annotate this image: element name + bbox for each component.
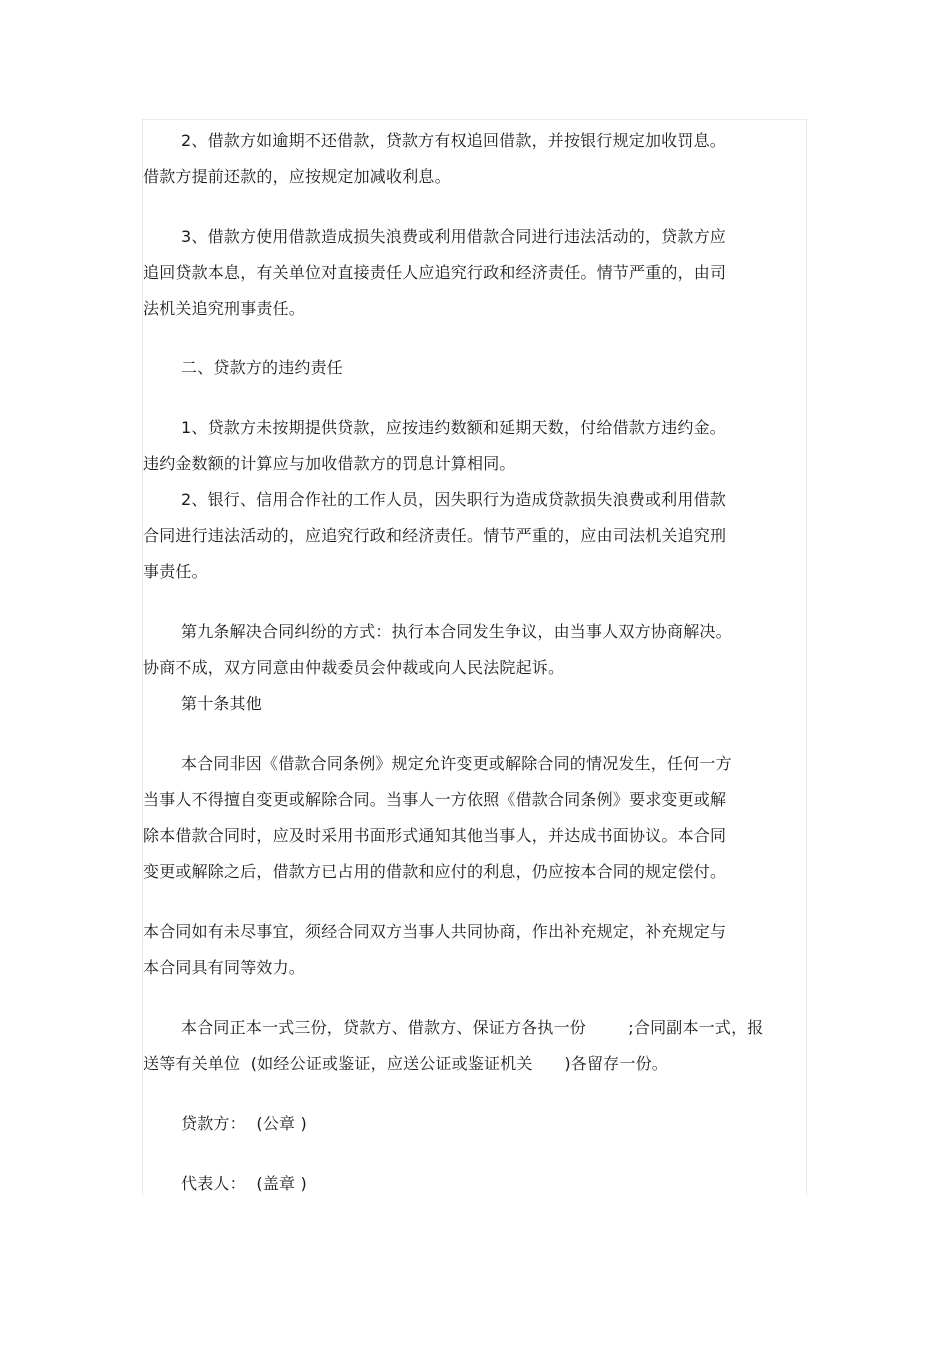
text-line: 违约金数额的计算应与加收借款方的罚息计算相同。: [143, 454, 516, 473]
text-line: 1、贷款方未按期提供贷款，应按违约数额和延期天数，付给借款方违约金。: [181, 418, 726, 437]
text-line: 事责任。: [143, 562, 208, 581]
text-line: 本合同正本一式三份，贷款方、借款方、保证方各执一份 ;合同副本一式，报: [181, 1018, 764, 1037]
text-line: 变更或解除之后，借款方已占用的借款和应付的利息，仍应按本合同的规定偿付。: [143, 862, 727, 881]
text-line: 除本借款合同时，应及时采用书面形式通知其他当事人，并达成书面协议。本合同: [143, 826, 727, 845]
text-line: 第九条解决合同纠纷的方式：执行本合同发生争议，由当事人双方协商解决。: [181, 622, 732, 641]
text-line: 送等有关单位 (如经公证或鉴证，应送公证或鉴证机关 )各留存一份。: [143, 1054, 668, 1073]
text-line: 本合同非因《借款合同条例》规定允许变更或解除合同的情况发生，任何一方: [181, 754, 732, 773]
section-heading: 二、贷款方的违约责任: [181, 358, 344, 377]
section-heading: 第十条其他: [181, 694, 263, 713]
text-line: 当事人不得擅自变更或解除合同。当事人一方依照《借款合同条例》要求变更或解: [143, 790, 727, 809]
text-line: 合同进行违法活动的，应追究行政和经济责任。情节严重的，应由司法机关追究刑: [143, 526, 727, 545]
text-line: 法机关追究刑事责任。: [143, 299, 306, 318]
text-line: 3、借款方使用借款造成损失浪费或利用借款合同进行违法活动的，贷款方应: [181, 227, 726, 246]
signature-lender: 贷款方： (公章 ): [181, 1114, 307, 1133]
text-line: 本合同具有同等效力。: [143, 958, 306, 977]
text-line: 协商不成，双方同意由仲裁委员会仲裁或向人民法院起诉。: [143, 658, 565, 677]
text-line: 追回贷款本息，有关单位对直接责任人应追究行政和经济责任。情节严重的，由司: [143, 263, 727, 282]
text-line: 借款方提前还款的，应按规定加减收利息。: [143, 167, 451, 186]
text-line: 2、借款方如逾期不还借款，贷款方有权追回借款，并按银行规定加收罚息。: [181, 131, 726, 150]
text-line: 本合同如有未尽事宜，须经合同双方当事人共同协商，作出补充规定，补充规定与: [143, 922, 727, 941]
signature-representative: 代表人： (盖章 ): [181, 1174, 307, 1193]
text-line: 2、银行、信用合作社的工作人员，因失职行为造成贷款损失浪费或利用借款: [181, 490, 726, 509]
